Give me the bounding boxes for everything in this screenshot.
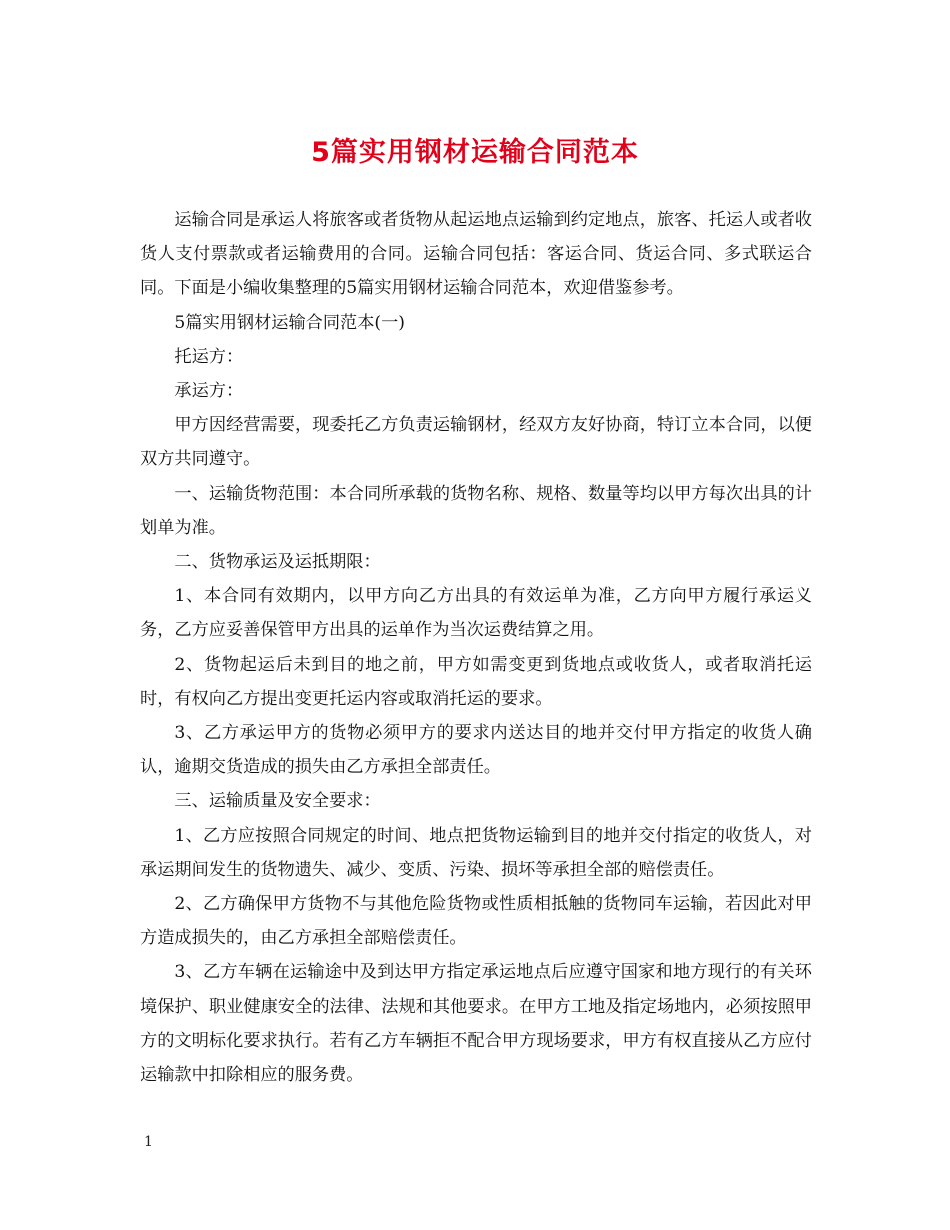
clause-3-item-3: 3、乙方车辆在运输途中及到达甲方指定承运地点后应遵守国家和地方现行的有关环境保护、职业健康安全的法律、法规和其他要求。在甲方工地及指定场地内，必须按照甲方的文明标化要求执行。若有乙方车辆拒不配合甲方现场要求，甲方有权直接从乙方应付运输款中扣除相应的服务费。: [140, 962, 812, 1086]
shipper-field: 托运方：: [174, 346, 244, 367]
clause-3-heading: 三、运输质量及安全要求：: [174, 791, 381, 812]
intro-paragraph: 运输合同是承运人将旅客或者货物从起运地点运输到约定地点，旅客、托运人或者收货人支付票款或者运输费用的合同。运输合同包括：客运合同、货运合同、多式联运合同。下面是小编收集整理的5篇实用钢材运输合同范本，欢迎借鉴参考。: [140, 210, 812, 299]
clause-3-item-2: 2、乙方确保甲方货物不与其他危险货物或性质相抵触的货物同车运输，若因此对甲方造成损失的，由乙方承担全部赔偿责任。: [140, 894, 812, 949]
clause-2-item-2: 2、货物起运后未到目的地之前，甲方如需变更到货地点或收货人，或者取消托运时，有权向乙方提出变更托运内容或取消托运的要求。: [140, 654, 812, 709]
clause-1: 一、运输货物范围：本合同所承载的货物名称、规格、数量等均以甲方每次出具的计划单为准。: [140, 483, 812, 538]
clause-3-item-1: 1、乙方应按照合同规定的时间、地点把货物运输到目的地并交付指定的收货人，对承运期间发生的货物遗失、减少、变质、污染、损坏等承担全部的赔偿责任。: [140, 825, 812, 880]
carrier-field: 承运方：: [174, 381, 244, 402]
clause-2-item-1: 1、本合同有效期内，以甲方向乙方出具的有效运单为准，乙方向甲方履行承运义务，乙方应妥善保管甲方出具的运单作为当次运费结算之用。: [140, 586, 812, 641]
page-number: 1: [144, 1134, 153, 1150]
preamble-paragraph: 甲方因经营需要，现委托乙方负责运输钢材，经双方友好协商，特订立本合同，以便双方共同遵守。: [140, 415, 812, 470]
section-heading: 5篇实用钢材运输合同范本(一): [174, 312, 405, 333]
clause-2-heading: 二、货物承运及运抵期限：: [174, 552, 381, 573]
document-body: [140, 203, 812, 1092]
clause-2-item-3: 3、乙方承运甲方的货物必须甲方的要求内送达目的地并交付甲方指定的收货人确认，逾期交货造成的损失由乙方承担全部责任。: [140, 723, 812, 778]
document-title: 5篇实用钢材运输合同范本: [311, 137, 639, 168]
